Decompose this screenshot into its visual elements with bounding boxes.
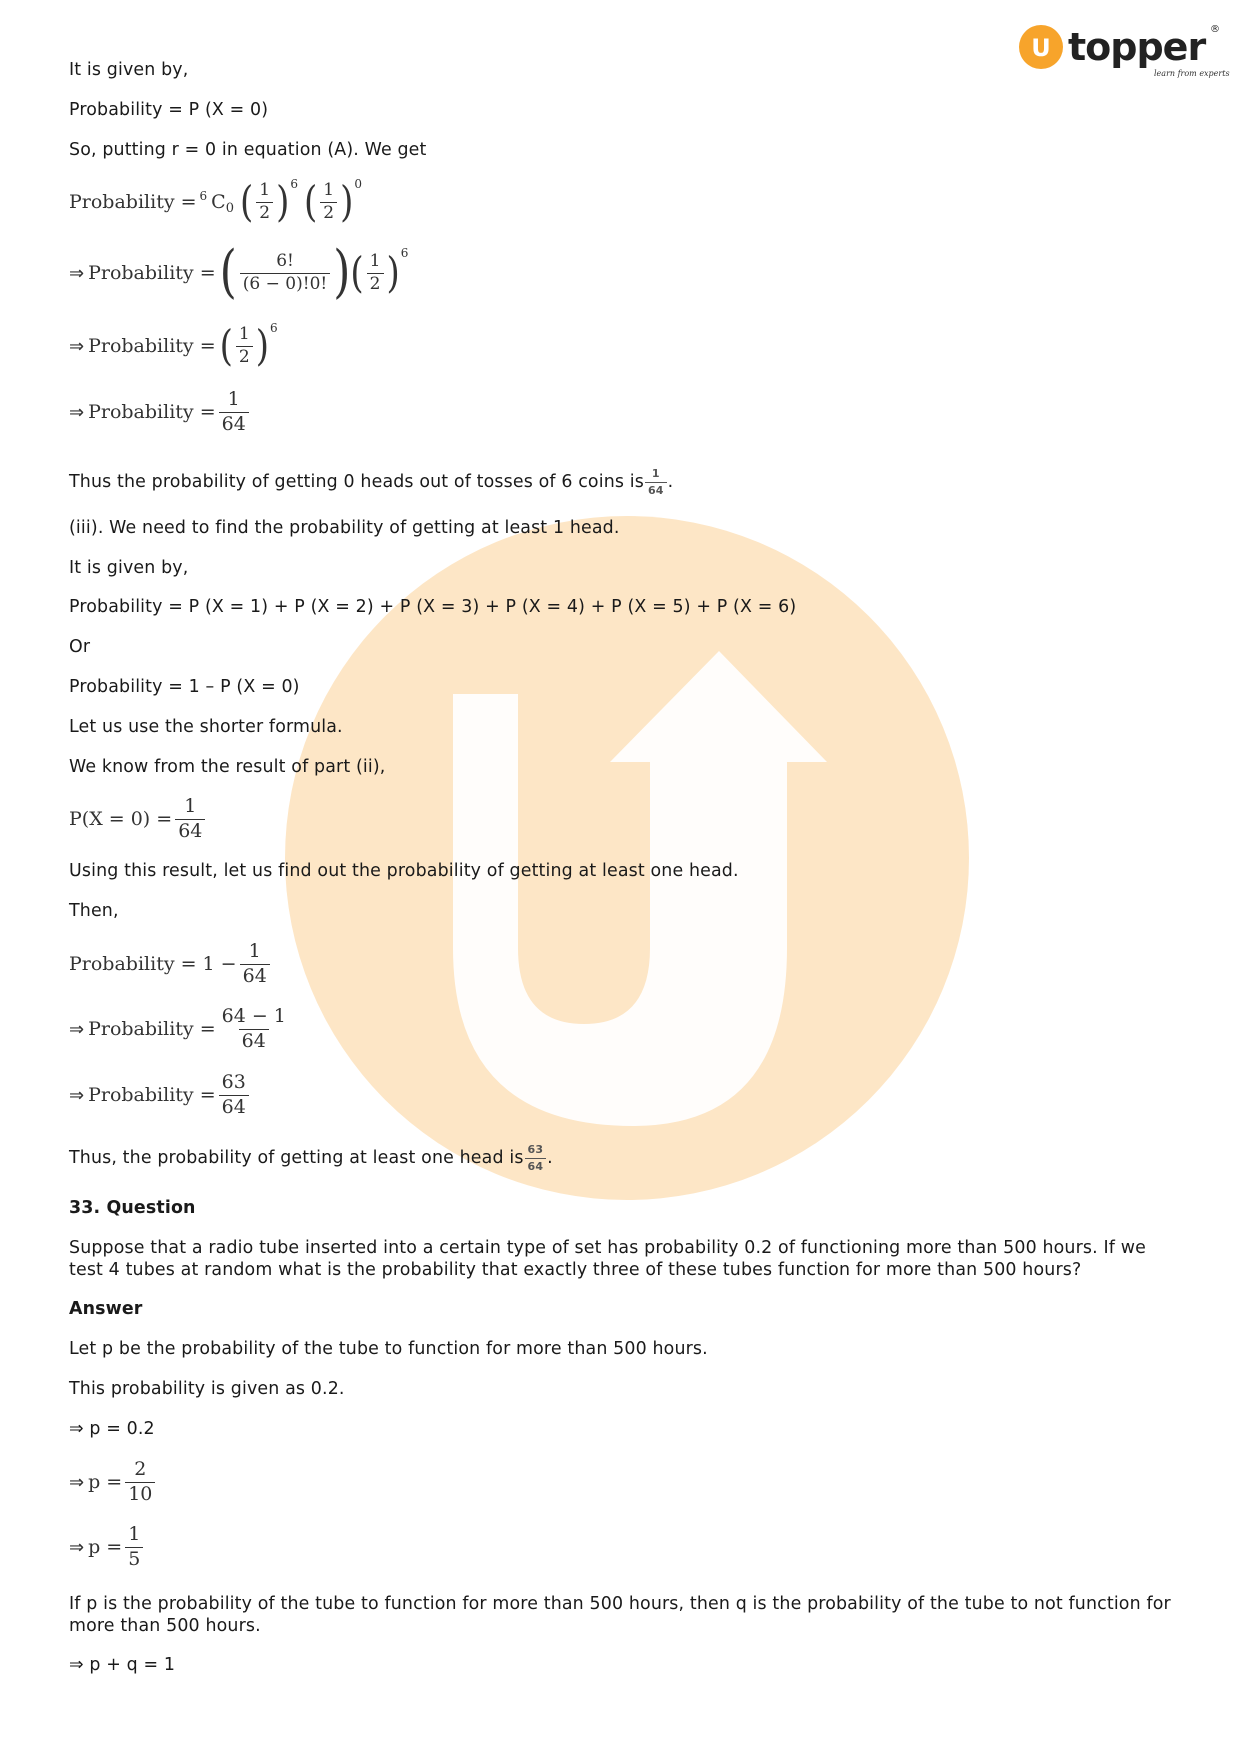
topper-logo (1018, 22, 1230, 84)
equation-1: Probability = 6 C 0 ( $\frac{1}{2}$ ) 6 ( $\frac{1}{2}$ ) 0 (69, 177, 362, 228)
text-line: ⇒ p + q = 1 (69, 1655, 176, 1675)
topper-watermark-icon (285, 516, 969, 1200)
text-line: Let us use the shorter formula. (69, 717, 343, 737)
result-line-part-iii: Thus, the probability of getting at least one head is $\frac{63}{64}$ . (69, 1143, 553, 1173)
svg-text:U: U (1031, 34, 1051, 62)
text-line: So, putting r = 0 in equation (A). We get (69, 140, 427, 160)
svg-text:learn from experts: learn from experts (1154, 69, 1230, 78)
equation-6: Probability = 1 − $\frac{1}{64}$ (69, 942, 273, 987)
equation-9: ⇒ p = $\frac{2}{10}$ (69, 1460, 158, 1505)
text-line: Then, (69, 901, 119, 921)
text-line: Probability = P (X = 1) + P (X = 2) + P (X = 3) + P (X = 4) + P (X = 5) + P (X = 6) (69, 597, 797, 617)
text-line: Or (69, 637, 91, 657)
text-paragraph: If p is the probability of the tube to function for more than 500 hours, then q is the probability of the tube to not function for more than 500 hours. (69, 1594, 1171, 1636)
text-line: We know from the result of part (ii), (69, 757, 386, 777)
equation-3: ⇒ Probability = ( $\frac{1}{2}$ ) 6 (69, 321, 278, 372)
svg-text:®: ® (1210, 24, 1220, 35)
equation-5: P(X = 0) = $\frac{1}{64}$ (69, 797, 208, 842)
question-text: Suppose that a radio tube inserted into a certain type of set has probability 0.2 of functioning more than 500 hours. If we test 4 tubes at random what is the probability that exactly three of these tubes function for more than 500 hours? (69, 1238, 1146, 1280)
text-line: Let p be the probability of the tube to function for more than 500 hours. (69, 1339, 708, 1359)
topper-logo-icon (1018, 22, 1230, 84)
question-heading: 33. Question (69, 1198, 196, 1218)
equation-4: ⇒ Probability = $\frac{1}{64}$ (69, 390, 252, 435)
answer-heading: Answer (69, 1299, 143, 1319)
equation-2: ⇒ Probability = ( $\frac{6!}{(6 - 0)!0!}$ ) ( $\frac{1}{2}$ ) 6 (69, 239, 409, 306)
result-line-part-ii: Thus the probability of getting 0 heads out of tosses of 6 coins is $\frac{1}{64}$ . (69, 467, 674, 497)
text-line: Using this result, let us find out the probability of getting at least one head. (69, 861, 739, 881)
svg-text:topper: topper (1068, 25, 1206, 69)
equation-8: ⇒ Probability = $\frac{63}{64}$ (69, 1073, 252, 1118)
text-line: ⇒ p = 0.2 (69, 1419, 155, 1439)
text-line: (iii). We need to find the probability of getting at least 1 head. (69, 518, 620, 538)
text-line: It is given by, (69, 60, 189, 80)
text-line: Probability = P (X = 0) (69, 100, 269, 120)
equation-7: ⇒ Probability = $\frac{64 - 1}{64}$ (69, 1005, 286, 1052)
text-line: It is given by, (69, 558, 189, 578)
text-line: Probability = 1 – P (X = 0) (69, 677, 300, 697)
equation-10: ⇒ p = $\frac{1}{5}$ (69, 1525, 146, 1570)
text-line: This probability is given as 0.2. (69, 1379, 345, 1399)
